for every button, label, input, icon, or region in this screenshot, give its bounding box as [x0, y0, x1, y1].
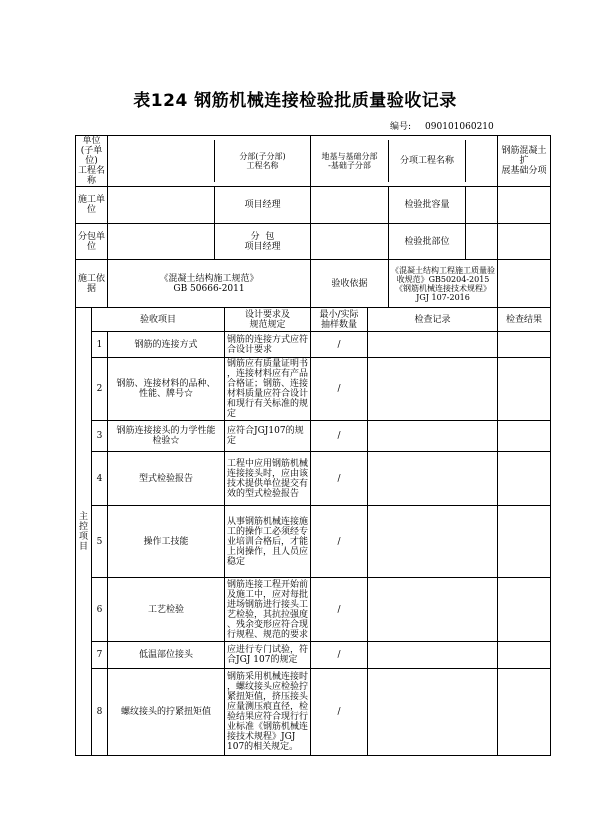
item-project-label: 分项工程名称 [389, 140, 466, 182]
subunit-item-cell [311, 136, 498, 187]
inspection-form-table [75, 135, 551, 756]
row-sample[interactable]: / [311, 332, 368, 358]
row-requirement: 钢筋应有质量证明书 ，连接材料应有产品 合格证；钢筋、连接 材料质量应符合设计 和现行有关标准的规 定 [225, 358, 311, 421]
row-item-name: 操作工技能 [108, 506, 225, 578]
row-record[interactable] [368, 358, 498, 421]
batch-part-value[interactable] [498, 224, 551, 260]
row-record[interactable] [368, 642, 498, 669]
row-item-name: 低温部位接头 [108, 642, 225, 669]
row-sample[interactable]: / [311, 669, 368, 756]
table-row [76, 452, 551, 506]
column-header-item: 验收项目 [92, 308, 225, 332]
acceptance-basis-value-cont [498, 260, 551, 308]
document-number [390, 119, 494, 132]
column-header-requirement: 设计要求及 规范规定 [225, 308, 311, 332]
pm-batch-cell [311, 187, 498, 224]
construction-basis-label: 施工依据 [76, 260, 108, 308]
subcontractor-cell [108, 224, 311, 260]
subcontractor-label: 分包单位 [76, 224, 108, 260]
batch-capacity-value[interactable] [498, 187, 551, 224]
row-sample[interactable]: / [311, 506, 368, 578]
batch-part-label: 检验批部位 [389, 224, 466, 259]
table-row [76, 421, 551, 452]
row-number: 5 [92, 506, 108, 578]
row-result[interactable] [498, 421, 551, 452]
row-result[interactable] [498, 452, 551, 506]
row-number: 3 [92, 421, 108, 452]
row-number: 1 [92, 332, 108, 358]
row-requirement: 钢筋的连接方式应符 合设计要求 [225, 332, 311, 358]
row-number: 4 [92, 452, 108, 506]
row-sample[interactable]: / [311, 642, 368, 669]
column-header-record: 检查记录 [368, 308, 498, 332]
project-manager-value[interactable] [311, 187, 389, 223]
main-control-items-label: 主 控 项 目 [76, 308, 92, 756]
row-record[interactable] [368, 669, 498, 756]
acceptance-basis-cell [311, 260, 498, 308]
contractor-value[interactable] [108, 187, 215, 223]
row-item-name: 螺纹接头的拧紧扭矩值 [108, 669, 225, 756]
table-row [76, 578, 551, 642]
row-number: 7 [92, 642, 108, 669]
subpm-batchpart-cell [311, 224, 498, 260]
row-requirement: 钢筋连接工程开始前 及施工中，应对每批 进场钢筋进行接头工 艺检验，其抗拉强度 、残余变形应符合现 行规程、规范的要求 [225, 578, 311, 642]
sub-project-manager-value[interactable] [311, 224, 389, 259]
row-item-name: 钢筋连接接头的力学性能 检验☆ [108, 421, 225, 452]
item-project-value: 钢筋混凝土扩 展基础分项 [498, 136, 551, 187]
row-result[interactable] [498, 506, 551, 578]
unit-project-value-cell[interactable] [108, 136, 311, 187]
row-result[interactable] [498, 358, 551, 421]
table-row [76, 506, 551, 578]
row-sample[interactable]: / [311, 421, 368, 452]
row-record[interactable] [368, 332, 498, 358]
subcontractor-value[interactable] [108, 224, 215, 259]
row-result[interactable] [498, 578, 551, 642]
page-title: 表124 钢筋机械连接检验批质量验收记录 [133, 91, 457, 111]
column-header-row [76, 308, 551, 332]
row-number: 6 [92, 578, 108, 642]
row-item-name: 工艺检验 [108, 578, 225, 642]
row-requirement: 钢筋采用机械连接时 ，螺纹接头应检验拧 紧扭矩值，挤压接头 应量测压痕直径，检 验结果应符合现行行 业标准《钢筋机械连 接技术规程》JGJ 107的相关规定。 [225, 669, 311, 756]
column-header-result: 检查结果 [498, 308, 551, 332]
row-requirement: 应符合JGJ107的规定 [225, 421, 311, 452]
row-result[interactable] [498, 642, 551, 669]
document-number-label: 编号: [390, 122, 412, 132]
row-result[interactable] [498, 332, 551, 358]
row-item-name: 型式检验报告 [108, 452, 225, 506]
row-result[interactable] [498, 669, 551, 756]
row-record[interactable] [368, 506, 498, 578]
header-row-contractor [76, 187, 551, 224]
header-row-subcontractor [76, 224, 551, 260]
sub-project-manager-label: 分 包 项目经理 [244, 231, 281, 252]
contractor-label: 施工单位 [76, 187, 108, 224]
row-number: 2 [92, 358, 108, 421]
row-item-name: 钢筋、连接材料的品种、 性能、牌号☆ [108, 358, 225, 421]
table-row [76, 642, 551, 669]
row-sample[interactable]: / [311, 358, 368, 421]
construction-basis-value: 《混凝土结构施工规范》 GB 50666-2011 [108, 260, 311, 308]
unit-project-label: 单位(子单位) 工程名称 [76, 136, 108, 187]
table-row [76, 358, 551, 421]
row-sample[interactable]: / [311, 452, 368, 506]
row-item-name: 钢筋的连接方式 [108, 332, 225, 358]
row-requirement: 应进行专门试验，符 合JGJ 107的规定 [225, 642, 311, 669]
table-row [76, 332, 551, 358]
row-requirement: 从事钢筋机械连接施 工的操作工必须经专 业培训合格后，才能 上岗操作，且人员应 稳定 [225, 506, 311, 578]
contractor-cell [108, 187, 311, 224]
row-number: 8 [92, 669, 108, 756]
header-row-project [76, 136, 551, 187]
subunit-project-label: 分部(子分部) 工程名称 [239, 152, 286, 170]
project-manager-label: 项目经理 [244, 200, 281, 210]
batch-capacity-label: 检验批容量 [389, 187, 466, 223]
table-row [76, 669, 551, 756]
unit-project-value[interactable] [108, 140, 215, 182]
row-record[interactable] [368, 421, 498, 452]
row-requirement: 工程中应用钢筋机械 连接接头时，应由该 技术提供单位提交有 效的型式检验报告 [225, 452, 311, 506]
acceptance-basis-value: 《混凝土结构工程施工质量验 收规范》GB50204-2015 《钢筋机械连接技术规程》 JGJ 107-2016 [391, 265, 495, 302]
row-record[interactable] [368, 452, 498, 506]
document-number-value: 090101060210 [425, 122, 494, 132]
row-record[interactable] [368, 578, 498, 642]
subunit-project-value: 地基与基础分部 -基础子分部 [311, 140, 389, 182]
acceptance-basis-label: 验收依据 [311, 260, 389, 307]
column-header-sample: 最小/实际 抽样数量 [311, 308, 368, 332]
row-sample[interactable]: / [311, 578, 368, 642]
header-row-basis [76, 260, 551, 308]
